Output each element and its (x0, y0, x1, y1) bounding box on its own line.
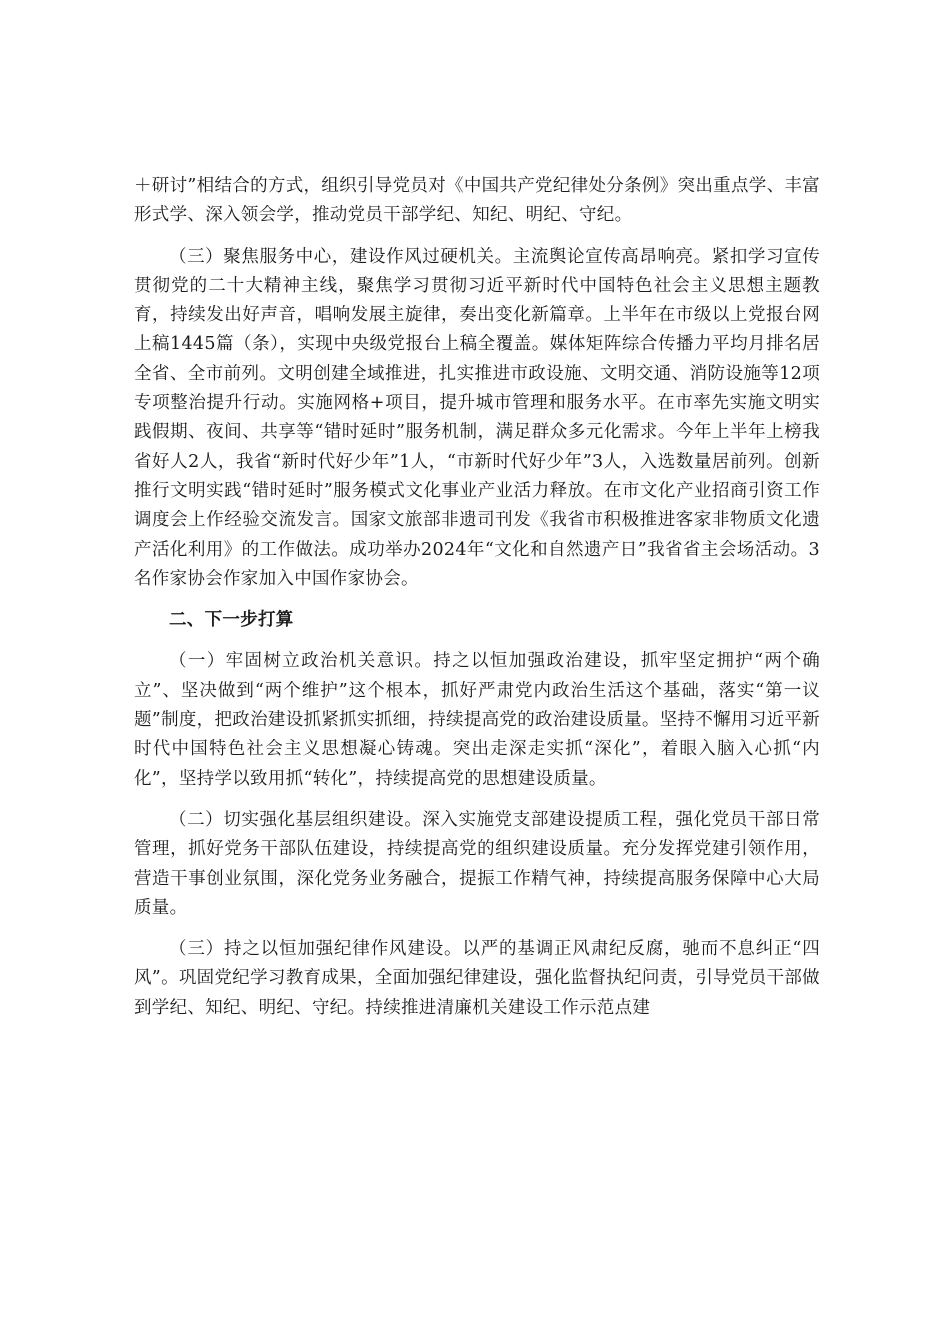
document-body (134, 172, 820, 1035)
section-heading-next-steps: 二、下一步打算 (169, 610, 294, 631)
paragraph-service-center: （三）聚焦服务中心，建设作风过硬机关。主流舆论宣传高昂响亮。紧扣学习宣传贯彻党的二十大精神主线，聚焦学习贯彻习近平新时代中国特色社会主义思想主题教育，持续发出好声音，唱响发展主旋律，奏出变化新篇章。上半年在市级以上党报台网上稿1445篇（条），实现中央级党报台上稿全覆盖。媒体矩阵综合传播力平均月排名居全省、全市前列。文明创建全域推进，扎实推进市政设施、文明交通、消防设施等12项专项整治提升行动。实施网格+项目，提升城市管理和服务水平。在市率先实施文明实践假期、夜间、共享等“错时延时”服务机制，满足群众多元化需求。今年上半年上榜我省好人2人，我省“新时代好少年”1人，“市新时代好少年”3人，入选数量居前列。创新推行文明实践“错时延时”服务模式文化事业产业活力释放。在市文化产业招商引资工作调度会上作经验交流发言。国家文旅部非遗司刊发《我省市积极推进客家非物质文化遗产活化利用》的工作做法。成功举办2024年“文化和自然遗产日”我省省主会场活动。3名作家协会作家加入中国作家协会。 (134, 246, 820, 589)
paragraph-discipline-style: （三）持之以恒加强纪律作风建设。以严的基调正风肃纪反腐，驰而不息纠正“四风”。巩固党纪学习教育成果，全面加强纪律建设，强化监督执纪问责，引导党员干部做到学纪、知纪、明纪、守纪。持续推进清廉机关建设工作示范点建 (134, 939, 820, 1018)
paragraph-political-awareness: （一）牢固树立政治机关意识。持之以恒加强政治建设，抓牢坚定拥护“两个确立”、坚决做到“两个维护”这个根本，抓好严肃党内政治生活这个基础，落实“第一议题”制度，把政治建设抓紧抓实抓细，持续提高党的政治建设质量。坚持不懈用习近平新时代中国特色社会主义思想凝心铸魂。突出走深走实抓“深化”，着眼入脑入心抓“内化”，坚持学以致用抓“转化”，持续提高党的思想建设质量。 (134, 651, 820, 789)
paragraph-grassroots-organization: （二）切实强化基层组织建设。深入实施党支部建设提质工程，强化党员干部日常管理，抓好党务干部队伍建设，持续提高党的组织建设质量。充分发挥党建引领作用，营造干事创业氛围，深化党务业务融合，提振工作精气神，持续提高服务保障中心大局质量。 (134, 809, 820, 918)
paragraph-continuation: ＋研讨”相结合的方式，组织引导党员对《中国共产党纪律处分条例》突出重点学、丰富形式学、深入领会学，推动党员干部学纪、知纪、明纪、守纪。 (134, 176, 820, 226)
